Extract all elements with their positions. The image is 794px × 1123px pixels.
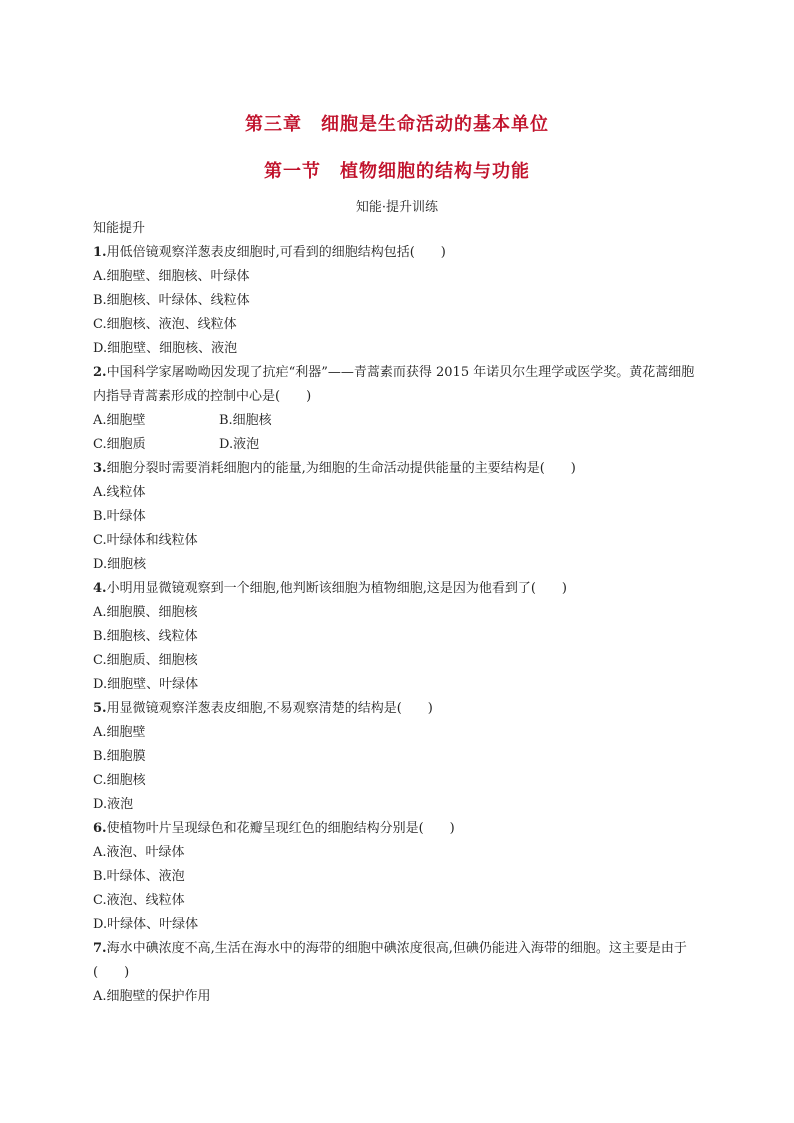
question-number: 5. bbox=[93, 701, 107, 716]
question-number: 2. bbox=[93, 365, 107, 380]
question-text bbox=[93, 457, 699, 481]
question-number: 3. bbox=[93, 461, 107, 476]
option: B.细胞核 bbox=[219, 413, 272, 428]
subtitle: 知能·提升训练 bbox=[355, 200, 439, 215]
question-4 bbox=[93, 577, 699, 697]
option: D.液泡 bbox=[219, 437, 260, 452]
question-stem: 用低倍镜观察洋葱表皮细胞时,可看到的细胞结构包括( ) bbox=[106, 245, 446, 260]
option: B.叶绿体 bbox=[93, 509, 146, 524]
option: B.细胞膜 bbox=[93, 749, 146, 764]
option: A.细胞膜、细胞核 bbox=[93, 605, 198, 620]
option: C.细胞质、细胞核 bbox=[93, 653, 198, 668]
question-2 bbox=[93, 361, 699, 457]
option: D.细胞壁、细胞核、液泡 bbox=[93, 341, 238, 356]
question-stem: 使植物叶片呈现绿色和花瓣呈现红色的细胞结构分别是( ) bbox=[106, 821, 455, 836]
question-text bbox=[93, 697, 699, 721]
option: A.液泡、叶绿体 bbox=[93, 845, 185, 860]
question-body bbox=[93, 217, 699, 1009]
option-row bbox=[93, 409, 699, 433]
option: D.细胞壁、叶绿体 bbox=[93, 677, 199, 692]
question-number: 6. bbox=[93, 821, 107, 836]
question-number: 7. bbox=[93, 941, 107, 956]
option: D.细胞核 bbox=[93, 557, 147, 572]
option: C.叶绿体和线粒体 bbox=[93, 533, 198, 548]
question-7 bbox=[93, 937, 699, 1009]
question-stem: 用显微镜观察洋葱表皮细胞,不易观察清楚的结构是( ) bbox=[106, 701, 433, 716]
question-5 bbox=[93, 697, 699, 817]
question-1 bbox=[93, 241, 699, 361]
question-text bbox=[93, 241, 699, 265]
question-stem: 海水中碘浓度不高,生活在海水中的海带的细胞中碘浓度很高,但碘仍能进入海带的细胞。这主要是由于( ) bbox=[93, 941, 687, 980]
option: B.细胞核、叶绿体、线粒体 bbox=[93, 293, 250, 308]
question-text bbox=[93, 361, 699, 409]
option: C.细胞核 bbox=[93, 773, 146, 788]
question-text bbox=[93, 577, 699, 601]
question-stem: 细胞分裂时需要消耗细胞内的能量,为细胞的生命活动提供能量的主要结构是( ) bbox=[106, 461, 576, 476]
option: C.细胞质 bbox=[93, 437, 146, 452]
option-row bbox=[93, 433, 699, 457]
section-title: 第一节 植物细胞的结构与功能 bbox=[264, 161, 530, 182]
option: A.细胞壁 bbox=[93, 725, 146, 740]
question-stem: 小明用显微镜观察到一个细胞,他判断该细胞为植物细胞,这是因为他看到了( ) bbox=[106, 581, 567, 596]
question-text bbox=[93, 937, 699, 985]
option: C.细胞核、液泡、线粒体 bbox=[93, 317, 237, 332]
option: A.细胞壁的保护作用 bbox=[93, 989, 211, 1004]
option: A.细胞壁、细胞核、叶绿体 bbox=[93, 269, 250, 284]
option: D.液泡 bbox=[93, 797, 134, 812]
option: C.液泡、线粒体 bbox=[93, 893, 185, 908]
question-number: 4. bbox=[93, 581, 107, 596]
option: A.细胞壁 bbox=[93, 413, 146, 428]
chapter-title: 第三章 细胞是生命活动的基本单位 bbox=[245, 114, 549, 135]
option: B.细胞核、线粒体 bbox=[93, 629, 198, 644]
option: B.叶绿体、液泡 bbox=[93, 869, 185, 884]
heading: 知能提升 bbox=[93, 221, 146, 236]
question-6 bbox=[93, 817, 699, 937]
question-text bbox=[93, 817, 699, 841]
option: A.线粒体 bbox=[93, 485, 146, 500]
option: D.叶绿体、叶绿体 bbox=[93, 917, 199, 932]
question-3 bbox=[93, 457, 699, 577]
question-number: 1. bbox=[93, 245, 107, 260]
question-stem: 中国科学家屠呦呦因发现了抗疟“利器”——青蒿素而获得 2015 年诺贝尔生理学或医学奖。黄花蒿细胞内指导青蒿素形成的控制中心是( ) bbox=[93, 365, 695, 404]
